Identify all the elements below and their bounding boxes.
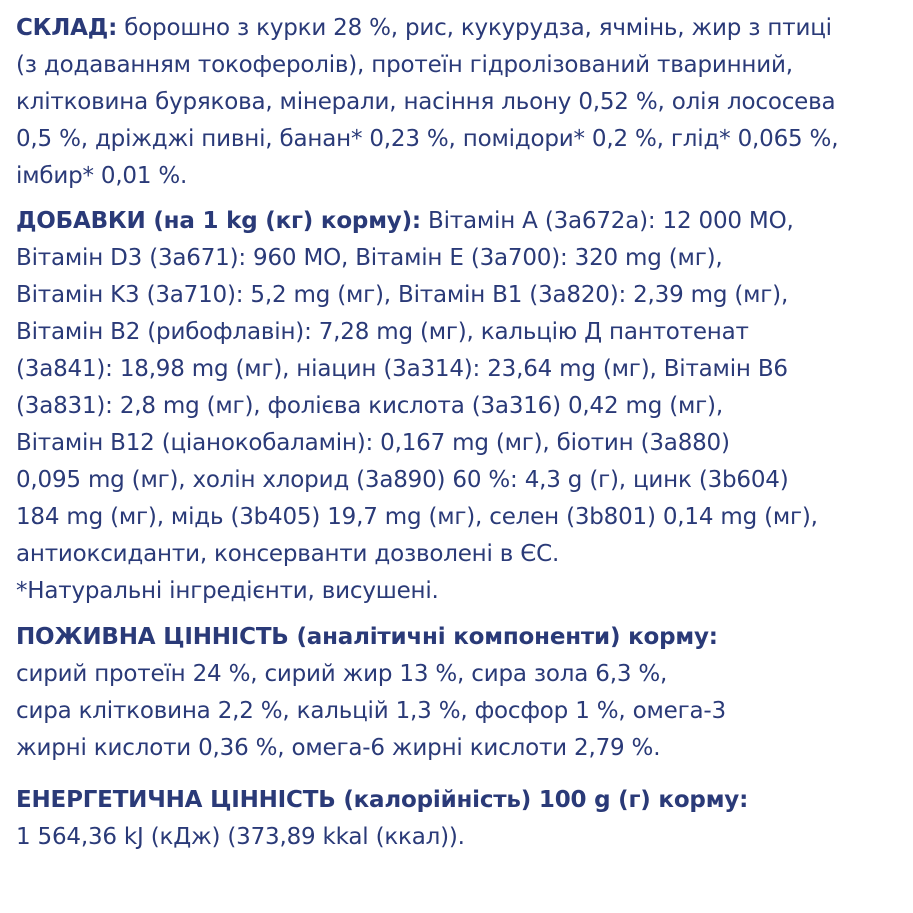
nutrition-heading: ПОЖИВНА ЦІННІСТЬ (аналітичні компоненти) корму:: [16, 624, 718, 650]
composition-text-1: борошно з курки 28 %, рис, кукурудза, ячмінь, жир з птиці: [117, 15, 832, 41]
nutrition-line-3: жирні кислоти 0,36 %, омега-6 жирні кислоти 2,79 %.: [16, 735, 661, 761]
additives-line-3: Вітамін K3 (3a710): 5,2 mg (мг), Вітамін B1 (3a820): 2,39 mg (мг),: [16, 282, 789, 308]
additives-line-6: (3a831): 2,8 mg (мг), фолієва кислота (3a316) 0,42 mg (мг),: [16, 393, 723, 419]
additives-line-9: 184 mg (мг), мідь (3b405) 19,7 mg (мг), селен (3b801) 0,14 mg (мг),: [16, 504, 818, 530]
composition-line-3: клітковина бурякова, мінерали, насіння льону 0,52 %, олія лососева: [16, 89, 836, 115]
additives-line-5: (3a841): 18,98 mg (мг), ніацин (3a314): 23,64 mg (мг), Вітамін B6: [16, 356, 788, 382]
energy-heading: ЕНЕРГЕТИЧНА ЦІННІСТЬ (калорійність) 100 g (г) корму:: [16, 787, 749, 813]
additives-text-1: Вітамін A (3a672a): 12 000 МО,: [420, 208, 794, 234]
composition-heading: СКЛАД:: [16, 15, 118, 41]
additives-line-2: Вітамін D3 (3a671): 960 МО, Вітамін E (3a700): 320 mg (мг),: [16, 245, 723, 271]
section-spacer: [16, 195, 913, 203]
additives-line-10: антиоксиданти, консерванти дозволені в ЄС.: [16, 541, 560, 567]
natural-ingredients-footnote: *Натуральні інгредієнти, висушені.: [16, 578, 439, 604]
additives-section: [16, 203, 913, 610]
composition-section: [16, 10, 913, 195]
nutrition-line-2: сира клітковина 2,2 %, кальцій 1,3 %, фосфор 1 %, омега-3: [16, 698, 726, 724]
additives-line-7: Вітамін B12 (ціанокобаламін): 0,167 mg (мг), біотин (3a880): [16, 430, 730, 456]
energy-line-1: 1 564,36 kJ (кДж) (373,89 kkal (ккал)).: [16, 824, 465, 850]
composition-line-1: [16, 10, 913, 47]
nutrition-line-1: сирий протеїн 24 %, сирий жир 13 %, сира зола 6,3 %,: [16, 661, 668, 687]
composition-line-2: (з додаванням токоферолів), протеїн гідролізований тваринний,: [16, 52, 793, 78]
section-spacer: [16, 767, 913, 782]
additives-heading: ДОБАВКИ (на 1 kg (кг) корму):: [16, 208, 421, 234]
nutrition-section: [16, 619, 913, 767]
additives-line-1: [16, 203, 913, 240]
section-spacer: [16, 610, 913, 619]
energy-section: [16, 782, 913, 856]
composition-line-5: імбир* 0,01 %.: [16, 163, 188, 189]
additives-line-8: 0,095 mg (мг), холін хлорид (3a890) 60 %: 4,3 g (г), цинк (3b604): [16, 467, 789, 493]
composition-line-4: 0,5 %, дріжджі пивні, банан* 0,23 %, помідори* 0,2 %, глід* 0,065 %,: [16, 126, 839, 152]
additives-line-4: Вітамін B2 (рибофлавін): 7,28 mg (мг), кальцію Д пантотенат: [16, 319, 749, 345]
